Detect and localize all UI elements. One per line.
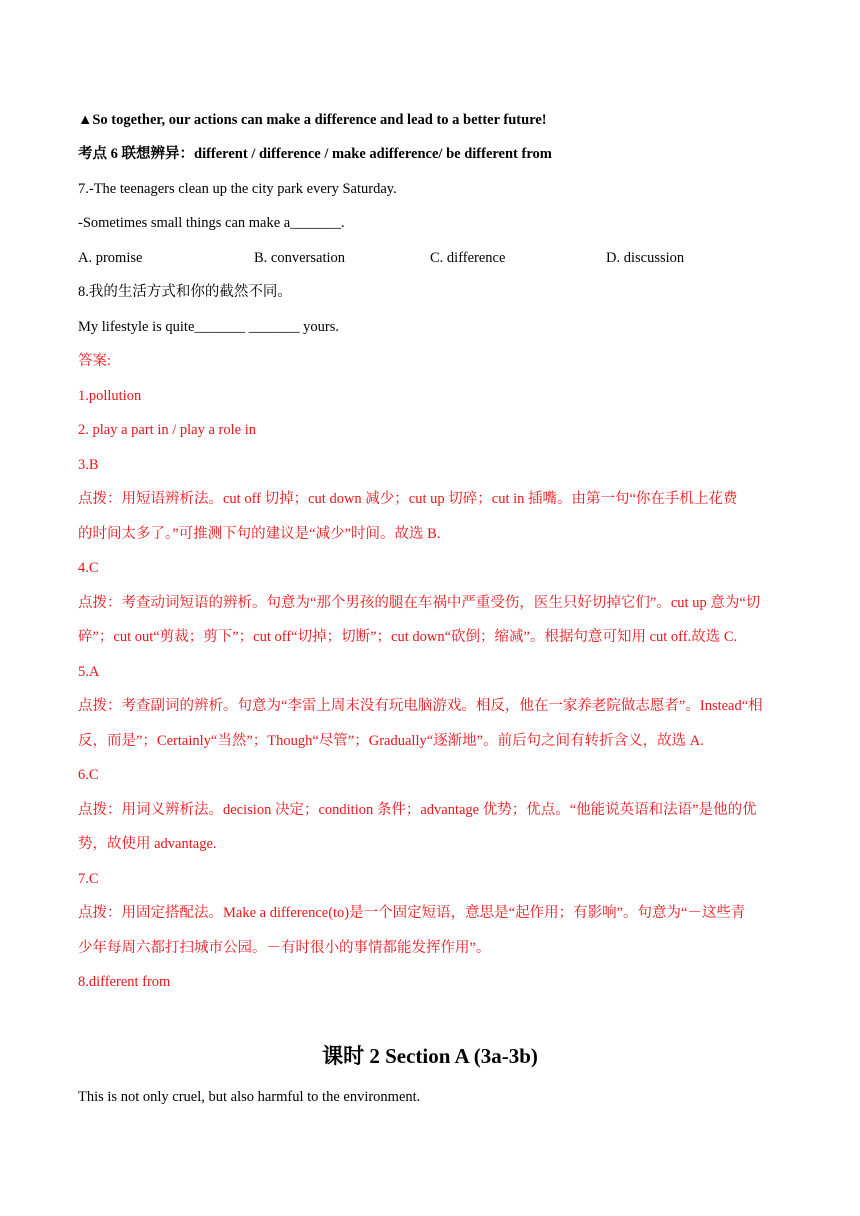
question-7-options <box>78 248 782 268</box>
answer-6: 6.C <box>78 767 99 783</box>
option-b: B. conversation <box>254 250 346 266</box>
answer-5-explanation-line-1: 点拨：考查副词的辨析。句意为“李雷上周末没有玩电脑游戏。相反，他在一家养老院做志愿者”。Instead“相 <box>78 698 763 714</box>
section-title: 课时 2 Section A (3a-3b) <box>322 1044 538 1068</box>
option-d: D. discussion <box>606 250 685 266</box>
question-8-english: My lifestyle is quite_______ _______ yours. <box>78 319 339 335</box>
answer-6-explanation-line-2: 势，故使用 advantage. <box>78 836 217 852</box>
answer-3-explanation-line-2: 的时间太多了。”可推测下句的建议是“减少”时间。故选 B. <box>78 526 441 542</box>
question-8-chinese: 8.我的生活方式和你的截然不同。 <box>78 284 292 300</box>
answer-1: 1.pollution <box>78 388 142 404</box>
key-point-6-heading: 考点 6 联想辨异：different / difference / make adifference/ be different from <box>78 146 552 162</box>
answer-4: 4.C <box>78 560 99 576</box>
question-7-prompt: 7.-The teenagers clean up the city park every Saturday. <box>78 181 397 197</box>
answer-2: 2. play a part in / play a role in <box>78 422 256 438</box>
answer-7: 7.C <box>78 871 99 887</box>
answer-3: 3.B <box>78 457 99 473</box>
answer-5: 5.A <box>78 664 100 680</box>
answer-8: 8.different from <box>78 974 171 990</box>
option-a: A. promise <box>78 250 143 266</box>
answer-6-explanation-line-1: 点拨：用词义辨析法。decision 决定；condition 条件；advantage 优势；优点。“他能说英语和法语”是他的优 <box>78 802 757 818</box>
conclusion-sentence: ▲So together, our actions can make a difference and lead to a better future! <box>78 112 547 128</box>
answer-4-explanation-line-2: 碎”；cut out“剪裁；剪下”；cut off“切掉；切断”；cut down“砍倒；缩减”。根据句意可知用 cut off.故选 C. <box>78 629 738 645</box>
answer-3-explanation-line-1: 点拨：用短语辨析法。cut off 切掉；cut down 减少；cut up 切碎；cut in 插嘴。由第一句“你在手机上花费 <box>78 491 738 507</box>
answer-7-explanation-line-2: 少年每周六都打扫城市公园。－有时很小的事情都能发挥作用”。 <box>78 940 491 956</box>
answers-heading: 答案: <box>78 353 112 369</box>
question-7-response: -Sometimes small things can make a_______. <box>78 215 345 231</box>
option-c: C. difference <box>430 250 506 266</box>
answer-7-explanation-line-1: 点拨：用固定搭配法。Make a difference(to)是一个固定短语，意思是“起作用；有影响”。句意为“－这些青 <box>78 905 746 921</box>
section-first-line: This is not only cruel, but also harmful to the environment. <box>78 1089 421 1105</box>
answer-4-explanation-line-1: 点拨：考查动词短语的辨析。句意为“那个男孩的腿在车祸中严重受伤，医生只好切掉它们”。cut up 意为“切 <box>78 595 761 611</box>
answer-5-explanation-line-2: 反，而是”；Certainly“当然”；Though“尽管”；Gradually“逐渐地”。前后句之间有转折含义，故选 A. <box>78 733 704 749</box>
